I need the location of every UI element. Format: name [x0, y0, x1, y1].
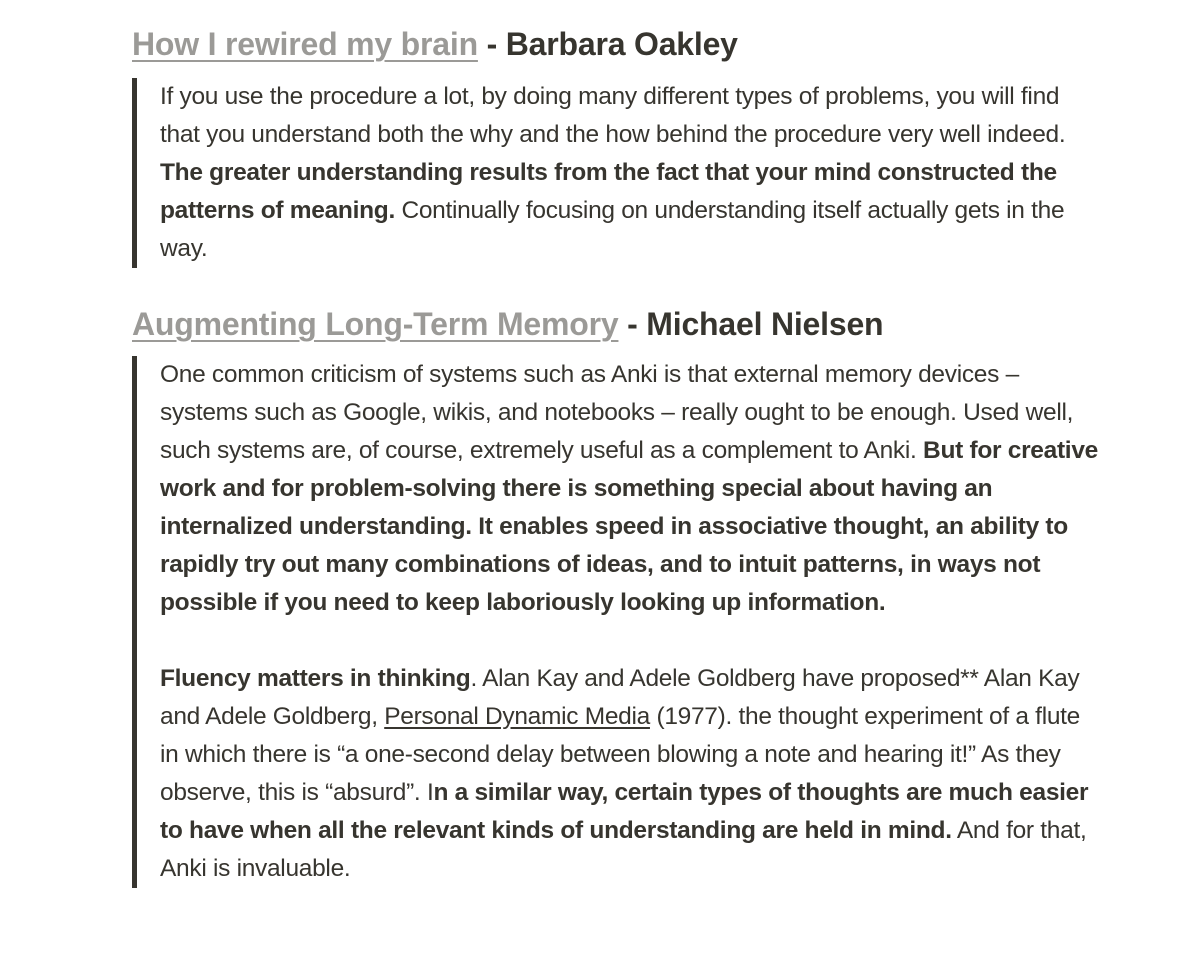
quote-paragraph-1 [160, 356, 1100, 622]
quote-paragraph-2 [160, 660, 1100, 888]
section-heading-oakley [132, 20, 1092, 68]
quote-text: If you use the procedure a lot, by doing many different types of problems, you will find that you understand both the why and the how behind the procedure very well indeed. [160, 83, 1066, 148]
personal-dynamic-media-link[interactable]: Personal Dynamic Media [384, 703, 650, 730]
section-heading-nielsen [132, 300, 1092, 348]
quote-bold-text: Fluency matters in thinking [160, 665, 471, 692]
quote-text: And for that, Anki is invaluable. [160, 817, 1087, 882]
author-michael-nielsen: - Michael Nielsen [618, 306, 884, 342]
quote-paragraph [160, 78, 1100, 268]
article-link-augmenting-long-term-memory[interactable]: Augmenting Long-Term Memory [132, 306, 619, 342]
quote-text: (1977). the thought experiment of a flute in which there is “a one-second delay between blowing a note and hearing it!” As they observe, this is “absurd”. I [160, 703, 1080, 806]
quote-text: Continually focusing on understanding itself actually gets in the way. [160, 197, 1065, 262]
author-barbara-oakley: - Barbara Oakley [477, 26, 738, 62]
quote-block-oakley [132, 78, 1100, 268]
paragraph-spacer [160, 622, 1100, 660]
quote-bold-text: n a similar way, certain types of thoughts are much easier to have when all the relevant kinds of understanding are held in mind. [160, 779, 1089, 844]
quote-bold-text: The greater understanding results from the fact that your mind constructed the patterns of meaning. [160, 159, 1057, 224]
quote-text: . Alan Kay and Adele Goldberg have proposed** Alan Kay and Adele Goldberg, [160, 665, 1080, 730]
quote-block-nielsen [132, 356, 1100, 888]
article-link-how-i-rewired-my-brain[interactable]: How I rewired my brain [132, 26, 478, 62]
quote-text: One common criticism of systems such as Anki is that external memory devices – systems such as Google, wikis, and notebooks – really ought to be enough. Used well, such systems are, of course, extremely useful as a complement to Anki. [160, 361, 1074, 464]
quote-bold-text: But for creative work and for problem-solving there is something special about having an internalized understanding. It enables speed in associative thought, an ability to rapidly try out many combinations of ideas, and to intuit patterns, in ways not possible if you need to keep laboriously looking up information. [160, 437, 1098, 616]
notes-page [132, 20, 1098, 888]
